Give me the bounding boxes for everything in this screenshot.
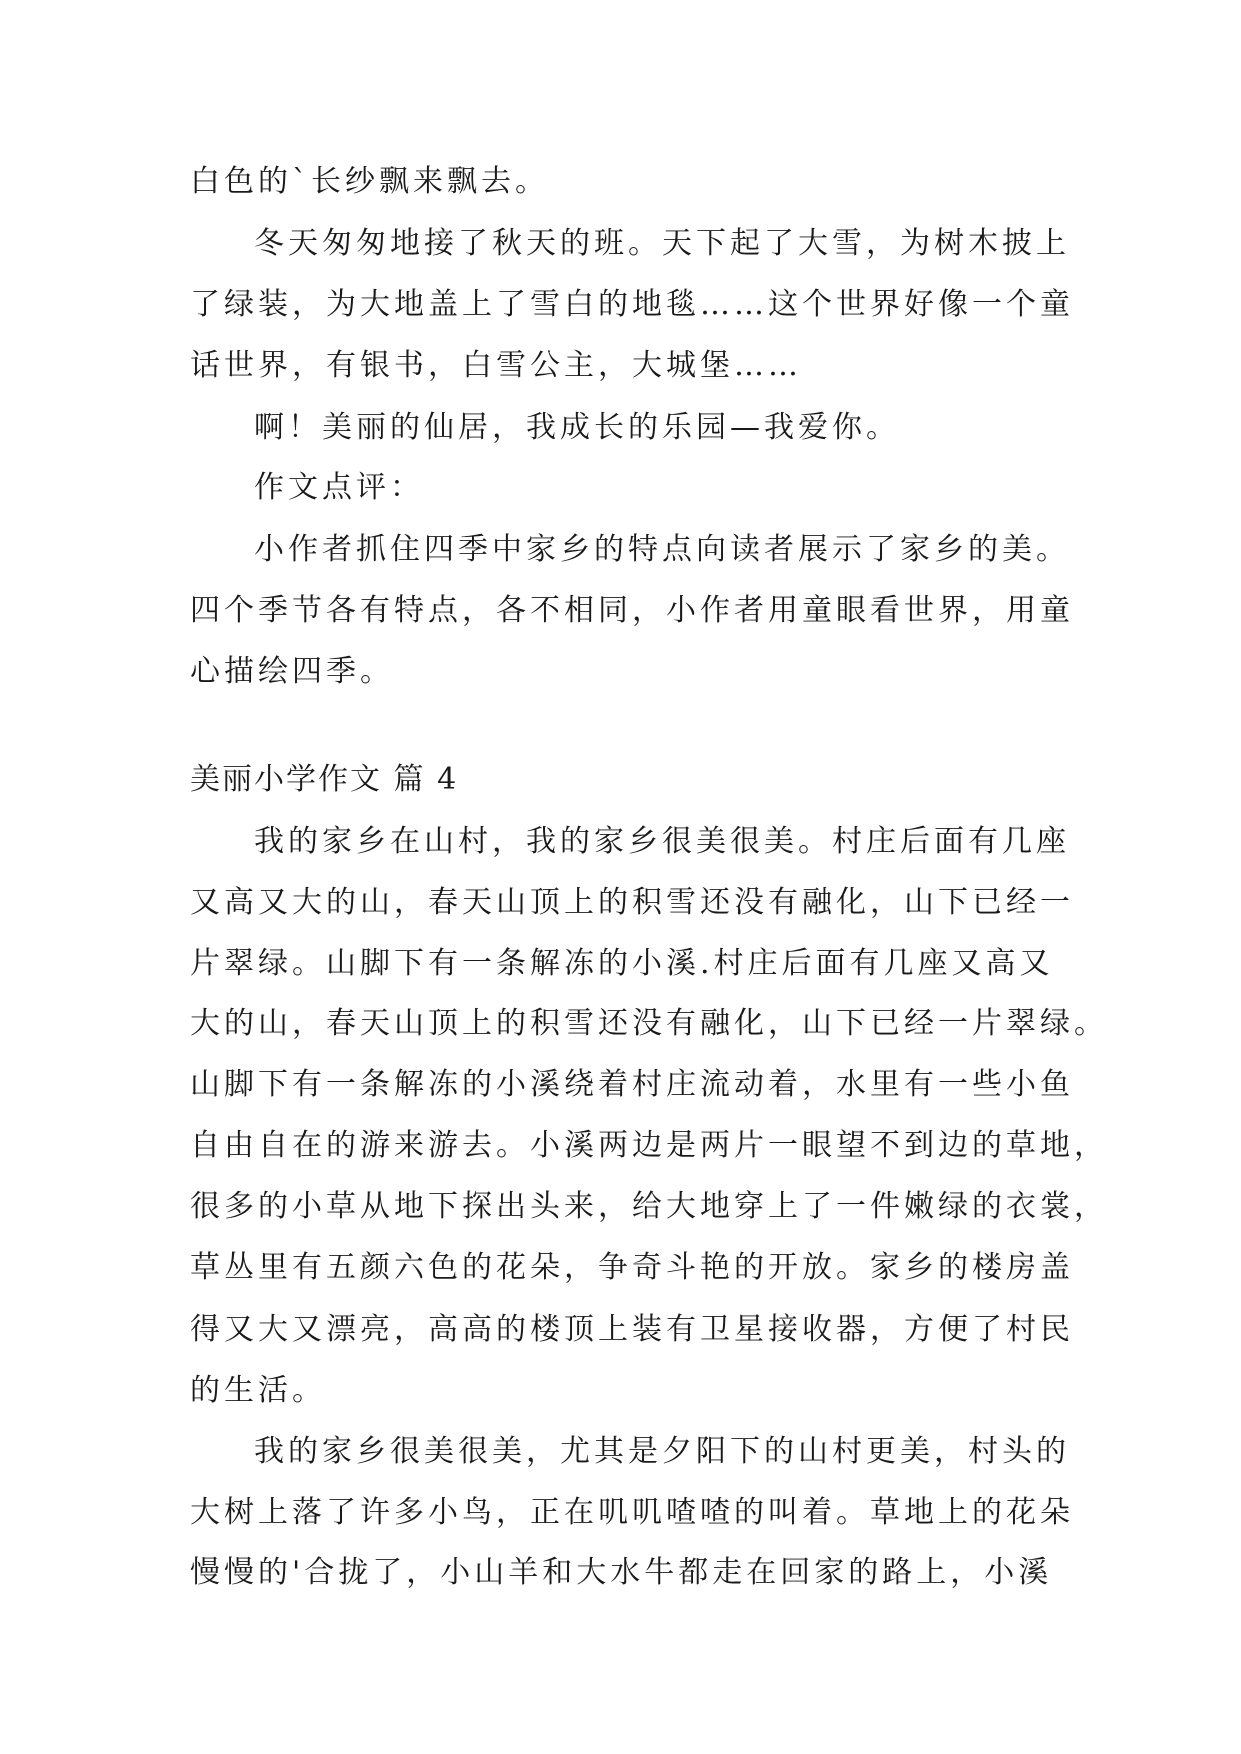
paragraph-start: 冬天匆匆地接了秋天的班。天下起了大雪，为树木披上 <box>254 226 1070 261</box>
text-line: 片翠绿。山脚下有一条解冻的小溪.村庄后面有几座又高又 <box>190 946 1054 981</box>
section-heading: 美丽小学作文 篇 4 <box>190 762 459 797</box>
text-line: 大的山，春天山顶上的积雪还没有融化，山下已经一片翠绿。 <box>190 1006 1108 1041</box>
text-line: 了绿装，为大地盖上了雪白的地毯……这个世界好像一个童 <box>190 287 1074 322</box>
text-line: 草丛里有五颜六色的花朵，争奇斗艳的开放。家乡的楼房盖 <box>190 1250 1074 1285</box>
paragraph-start: 小作者抓住四季中家乡的特点向读者展示了家乡的美。 <box>254 532 1070 567</box>
text-line: 得又大又漂亮，高高的楼顶上装有卫星接收器，方便了村民 <box>190 1312 1074 1347</box>
text-line: 的生活。 <box>190 1373 326 1408</box>
text-line: 自由自在的游来游去。小溪两边是两片一眼望不到边的草地， <box>190 1128 1108 1163</box>
text-line: 四个季节各有特点，各不相同，小作者用童眼看世界，用童 <box>190 593 1074 628</box>
text-line: 山脚下有一条解冻的小溪绕着村庄流动着，水里有一些小鱼 <box>190 1067 1074 1102</box>
paragraph-start: 啊！美丽的仙居，我成长的乐园—我爱你。 <box>254 410 900 445</box>
paragraph-start: 我的家乡很美很美，尤其是夕阳下的山村更美，村头的 <box>254 1434 1070 1469</box>
text-line: 白色的`长纱飘来飘去。 <box>190 164 549 199</box>
text-line: 慢慢的'合拢了，小山羊和大水牛都走在回家的路上，小溪 <box>190 1555 1053 1590</box>
text-line: 话世界，有银书，白雪公主，大城堡…… <box>190 348 802 383</box>
text-line: 很多的小草从地下探出头来，给大地穿上了一件嫩绿的衣裳， <box>190 1189 1108 1224</box>
comment-label: 作文点评： <box>254 470 424 505</box>
paragraph-start: 我的家乡在山村，我的家乡很美很美。村庄后面有几座 <box>254 824 1070 859</box>
text-line: 心描绘四季。 <box>190 654 394 689</box>
text-line: 大树上落了许多小鸟，正在叽叽喳喳的叫着。草地上的花朵 <box>190 1495 1074 1530</box>
text-line: 又高又大的山，春天山顶上的积雪还没有融化，山下已经一 <box>190 885 1074 920</box>
